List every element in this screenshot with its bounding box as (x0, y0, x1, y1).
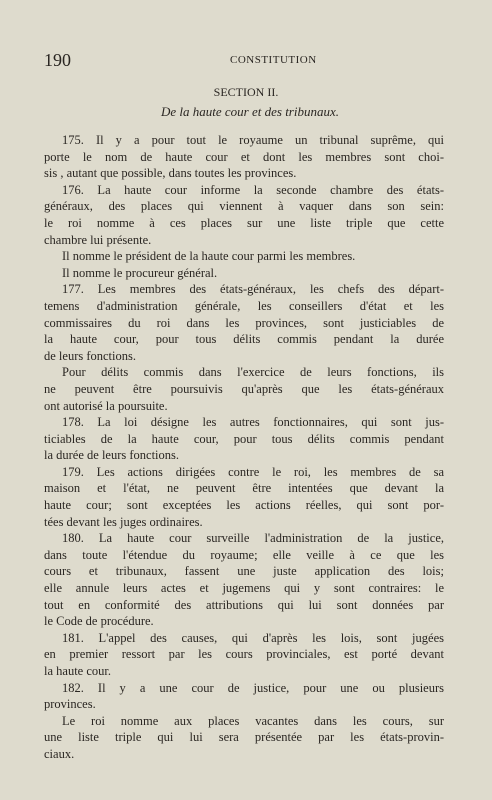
text-line: ne peuvent être poursuivis qu'après que les états-généraux (44, 381, 444, 396)
text-line: le roi nomme à ces places sur une liste triple que cette (44, 215, 444, 230)
running-header (44, 50, 444, 70)
text-line: de leurs fonctions. (44, 348, 136, 363)
text-line: ciaux. (44, 746, 75, 761)
text-line: 180. La haute cour surveille l'administration de la justice, (62, 531, 444, 546)
text-line: chambre lui présente. (44, 232, 152, 247)
text-line: le Code de procédure. (44, 614, 154, 629)
page-number: 190 (44, 50, 71, 70)
text-line: tées devant les juges ordinaires. (44, 514, 203, 529)
section-subtitle: De la haute cour et des tribunaux. (161, 104, 339, 119)
text-line: la durée de leurs fonctions. (44, 448, 180, 463)
text-line: Le roi nomme aux places vacantes dans les cours, sur (62, 713, 444, 728)
text-line: sis , autant que possible, dans toutes les provinces. (44, 166, 297, 181)
article-178 (44, 414, 444, 464)
text-line: 179. Les actions dirigées contre le roi, les membres de sa (62, 464, 444, 479)
text-line: 177. Les membres des états-généraux, les chefs des départ- (62, 282, 444, 297)
text-line: provinces. (44, 697, 96, 712)
text-line: généraux, des places qui viennent à vaquer dans son sein: (44, 199, 444, 214)
article-180 (44, 530, 444, 630)
article-181 (44, 630, 444, 680)
text-line: la haute cour. (44, 664, 111, 678)
text-line: porte le nom de haute cour et dont les membres sont choi- (44, 149, 444, 164)
article-176 (44, 182, 444, 248)
text-line: tout en conformité des attributions qui lui sont données par (44, 597, 444, 612)
text-line: 175. Il y a pour tout le royaume un tribunal suprême, qui (62, 133, 444, 147)
paragraph (44, 713, 444, 763)
text-line: 178. La loi désigne les autres fonctionnaires, qui sont jus- (62, 415, 444, 430)
article-182 (44, 680, 444, 713)
text-line: elle annule leurs actes et jugemens qui y sont contraires: le (44, 581, 444, 596)
paragraph (44, 364, 444, 414)
text-line: Il nomme le président de la haute cour parmi les membres. (62, 249, 356, 264)
text-line: Pour délits commis dans l'exercice de leurs fonctions, ils (62, 365, 444, 380)
text-line: 181. L'appel des causes, qui d'après les lois, sont jugées (62, 630, 444, 645)
text-line: une liste triple qui lui sera présentée par les états-provin- (44, 730, 444, 745)
text-line: dans toute l'étendue du royaume; elle veille à ce que les (44, 547, 444, 562)
section-title: SECTION II. (213, 85, 279, 99)
article-179 (44, 464, 444, 530)
text-line: temens d'administration générale, les conseillers d'état et les (44, 298, 444, 313)
running-title: CONSTITUTION (230, 54, 317, 66)
paragraph (44, 265, 444, 282)
text-line: 176. La haute cour informe la seconde chambre des états- (62, 182, 444, 197)
text-line: cours et tribunaux, fassent une juste application des lois; (44, 564, 444, 579)
text-line: ont autorisé la poursuite. (44, 398, 168, 413)
text-line: haute cour; sont exceptées les actions réelles, qui sont por- (44, 498, 444, 513)
text-line: ticiables de la haute cour, pour tous délits commis pendant (44, 431, 444, 446)
text-line: la haute cour, pour tous délits commis pendant la durée (44, 332, 444, 347)
text-line: commissaires du roi dans les provinces, sont justiciables de (44, 315, 444, 330)
text-line: en premier ressort par les cours provinciales, est porté devant (44, 647, 444, 662)
text-line: 182. Il y a une cour de justice, pour une ou plusieurs (62, 680, 444, 695)
article-175 (44, 132, 444, 182)
text-line: Il nomme le procureur général. (62, 265, 218, 280)
article-177 (44, 281, 444, 364)
text-line: maison et l'état, ne peuvent être intentées que devant la (44, 481, 444, 496)
paragraph (44, 248, 444, 265)
body-text (44, 132, 444, 763)
